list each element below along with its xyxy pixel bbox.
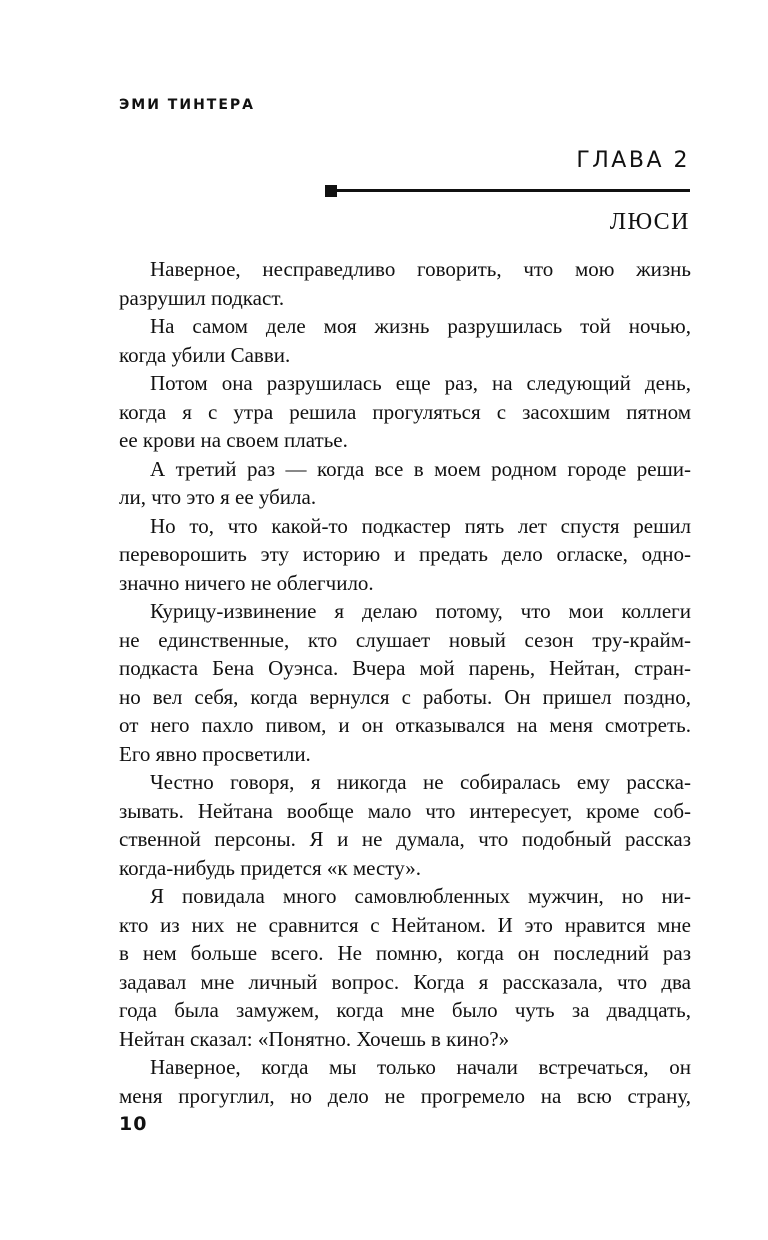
paragraph xyxy=(119,455,691,512)
text-line: разрушил подкаст. xyxy=(119,285,285,310)
running-head-author: ЭМИ ТИНТЕРА xyxy=(119,97,255,113)
text-line: в нем больше всего. Не помню, когда он последний раз xyxy=(119,941,691,965)
text-line: но вел себя, когда вернулся с работы. Он пришел поздно, xyxy=(119,684,691,709)
text-line: когда я с утра решила прогуляться с засохшим пятном xyxy=(119,399,691,424)
text-line: года была замужем, когда мне было чуть за двадцать, xyxy=(119,998,691,1022)
text-line: Наверное, несправедливо говорить, что мою жизнь xyxy=(150,257,691,281)
text-line: ли, что это я ее убила. xyxy=(119,485,317,509)
text-line: Потом она разрушилась еще раз, на следующий день, xyxy=(150,371,691,395)
chapter-label: ГЛАВА 2 xyxy=(576,148,690,173)
text-line: переворошить эту историю и предать дело огласке, одно- xyxy=(119,542,691,566)
text-line: Курицу-извинение я делаю потому, что мои коллеги xyxy=(150,599,691,623)
paragraph xyxy=(119,255,691,312)
text-line: Честно говоря, я никогда не собиралась ему расска- xyxy=(150,770,691,794)
text-line: Но то, что какой-то подкастер пять лет спустя решил xyxy=(150,513,691,538)
text-line: Я повидала много самовлюбленных мужчин, но ни- xyxy=(150,884,691,908)
paragraph xyxy=(119,512,691,598)
paragraph xyxy=(119,597,691,768)
text-line: зывать. Нейтана вообще мало что интересует, кроме соб- xyxy=(119,798,691,823)
text-line: Наверное, когда мы только начали встречаться, он xyxy=(150,1055,691,1079)
paragraph xyxy=(119,882,691,1053)
paragraph xyxy=(119,1053,691,1110)
text-line: подкаста Бена Оуэнса. Вчера мой парень, Нейтан, стран- xyxy=(119,656,691,680)
body-text xyxy=(119,255,691,1110)
rule-square-ornament xyxy=(325,185,337,197)
text-line: кто из них не сравнится с Нейтаном. И это нравится мне xyxy=(119,912,691,937)
paragraph xyxy=(119,312,691,369)
rule-line xyxy=(337,189,690,192)
text-line: от него пахло пивом, и он отказывался на меня смотреть. xyxy=(119,713,691,737)
text-line: Нейтан сказал: «Понятно. Хочешь в кино?» xyxy=(119,1026,510,1051)
text-line: Его явно просветили. xyxy=(119,741,311,766)
text-line: задавал мне личный вопрос. Когда я рассказала, что два xyxy=(119,969,691,994)
paragraph xyxy=(119,369,691,455)
text-line: меня прогуглил, но дело не прогремело на всю страну, xyxy=(119,1083,691,1108)
text-line: когда убили Савви. xyxy=(119,342,291,367)
text-line: ственной персоны. Я и не думала, что подобный рассказ xyxy=(119,827,691,851)
chapter-rule xyxy=(325,185,690,197)
text-line: не единственные, кто слушает новый сезон тру-крайм- xyxy=(119,627,691,652)
text-line: ее крови на своем платье. xyxy=(119,428,348,452)
text-line: когда-нибудь придется «к месту». xyxy=(119,855,421,880)
text-line: А третий раз — когда все в моем родном городе реши- xyxy=(150,456,691,481)
text-line: На самом деле моя жизнь разрушилась той ночью, xyxy=(150,314,691,338)
page-number: 10 xyxy=(119,1113,148,1135)
text-line: значно ничего не облегчило. xyxy=(119,570,374,595)
paragraph xyxy=(119,768,691,882)
chapter-name: ЛЮСИ xyxy=(609,209,690,235)
